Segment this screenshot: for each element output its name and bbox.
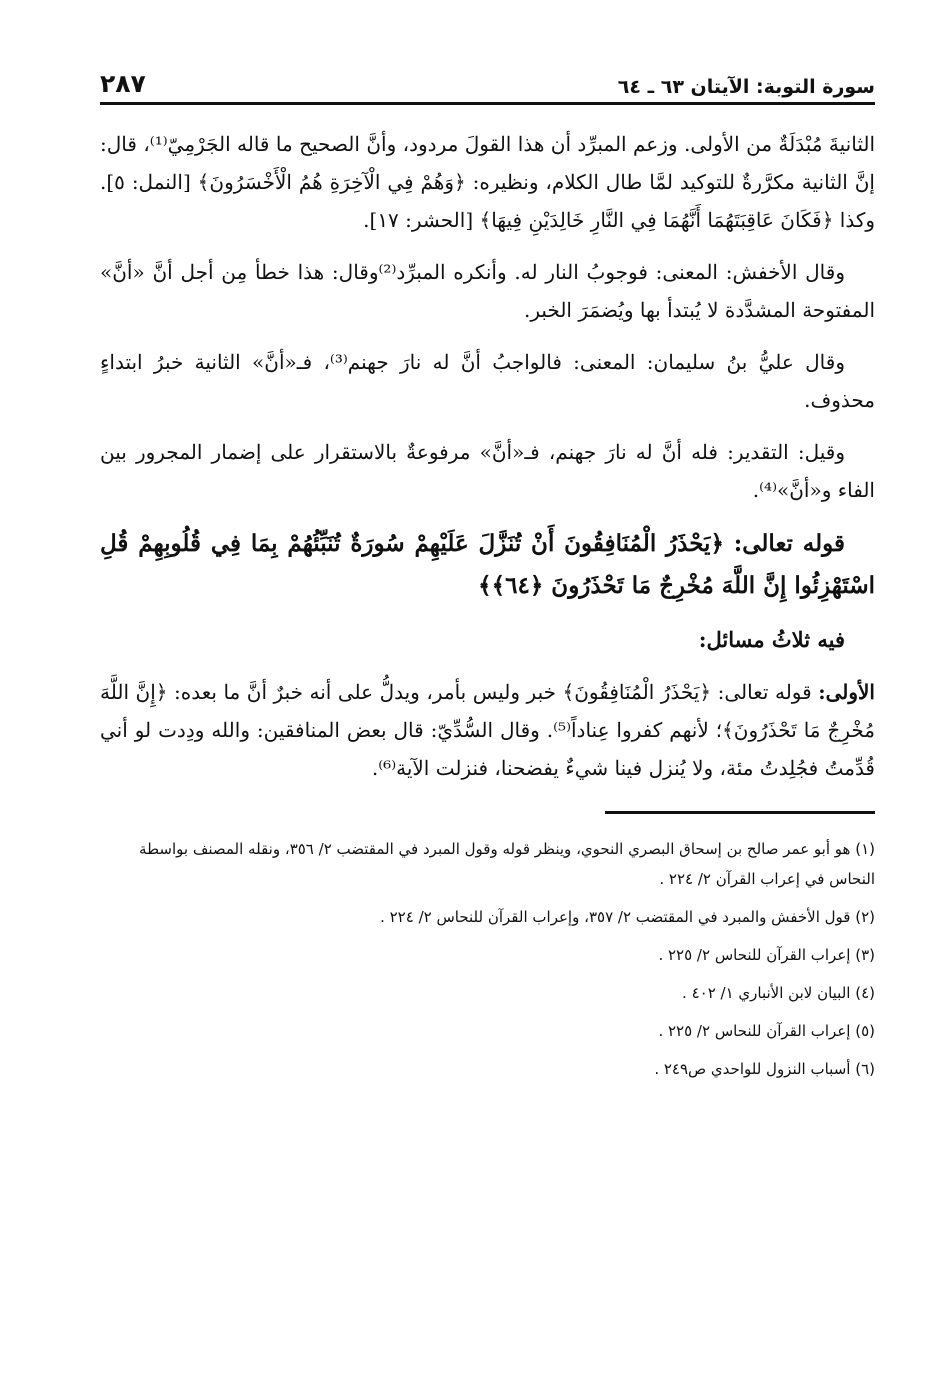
main-text	[100, 125, 875, 787]
issue-label: الأولى:	[818, 680, 875, 704]
issue-paragraph	[100, 673, 875, 787]
section-heading: فيه ثلاثُ مسائل:	[698, 627, 845, 652]
paragraph: وقال الأخفش: المعنى: فوجوبُ النار له. وأنكره المبرِّد⁽²⁾وقال: هذا خطأ مِن أجل أنَّ «أنَّ» المفتوحة المشدَّدة لا يُبتدأ بها ويُضمَرَ الخبر.	[100, 260, 875, 322]
verse-block	[100, 523, 875, 607]
footnote: (١) هو أبو عمر صالح بن إسحاق البصري النحوي، وينظر قوله وقول المبرد في المقتضب ٢/ ٣٥٦، ونقله المصنف بواسطة النحاس في إعراب القرآن ٢/ ٢٢٤ .	[139, 840, 875, 888]
paragraph: وقال عليُّ بنُ سليمان: المعنى: فالواجبُ أنَّ له نارَ جهنم⁽³⁾، فـ«أنَّ» الثانية خبرُ ابتداءٍ محذوف.	[100, 350, 875, 412]
paragraph: الثانيةَ مُبْدَلَةٌ من الأولى. وزعم المبرِّد أن هذا القولَ مردود، وأنَّ الصحيح ما قاله الجَرْمِيّ⁽¹⁾، قال: إنَّ الثانية مكرَّرةٌ للتوكيد لمَّا طال الكلام، ونظيره: ﴿وَهُمْ فِي الْآخِرَةِ هُمُ الْأَخْسَرُونَ﴾ [النمل: ٥]. وكذا ﴿فَكَانَ عَاقِبَتَهُمَا أَنَّهُمَا فِي النَّارِ خَالِدَيْنِ فِيهَا﴾ [الحشر: ١٧].	[100, 132, 876, 232]
footnote: (٦) أسباب النزول للواحدي ص٢٤٩ .	[654, 1060, 875, 1078]
running-title: سورة التوبة: الآيتان ٦٣ ـ ٦٤	[617, 76, 875, 98]
footnote: (٢) قول الأخفش والمبرد في المقتضب ٢/ ٣٥٧، وإعراب القرآن للنحاس ٢/ ٢٢٤ .	[380, 908, 875, 926]
verse-text: ﴿يَحْذَرُ الْمُنَافِقُونَ أَنْ تُنَزَّلَ عَلَيْهِمْ سُورَةٌ تُنَبِّئُهُمْ بِمَا فِي قُلُوبِهِمْ قُلِ اسْتَهْزِئُوا إِنَّ اللَّهَ مُخْرِجٌ مَا تَحْذَرُونَ ﴿٦٤﴾﴾	[100, 530, 875, 599]
footnote-separator	[605, 811, 875, 814]
page-header	[100, 50, 875, 105]
footnotes	[100, 834, 875, 1084]
paragraph: وقيل: التقدير: فله أنَّ له نارَ جهنم، فـ«أنَّ» مرفوعةٌ بالاستقرار على إضمار المجرور بين الفاء و«أنَّ»⁽⁴⁾.	[100, 440, 875, 502]
verse-label: قوله تعالى:	[733, 530, 845, 557]
page-number: ٢٨٧	[100, 69, 146, 98]
document-page	[100, 50, 875, 1370]
footnote: (٥) إعراب القرآن للنحاس ٢/ ٢٢٥ .	[658, 1022, 875, 1040]
issue-text: قوله تعالى: ﴿يَحْذَرُ الْمُنَافِقُونَ﴾ خبر وليس بأمر، ويدلُّ على أنه خبرٌ أنَّ ما بعده: ﴿إِنَّ اللَّهَ مُخْرِجٌ مَا تَحْذَرُونَ﴾؛ لأنهم كفروا عِناداً⁽⁵⁾. وقال السُّدِّيّ: قال بعض المنافقين: والله ودِدت لو أني قُدِّمتُ فجُلِدتُ مئة، ولا يُنزل فينا شيءٌ يفضحنا، فنزلت الآية⁽⁶⁾.	[100, 680, 876, 780]
footnote: (٣) إعراب القرآن للنحاس ٢/ ٢٢٥ .	[658, 946, 875, 964]
footnote: (٤) البيان لابن الأنباري ١/ ٤٠٢ .	[682, 984, 875, 1002]
